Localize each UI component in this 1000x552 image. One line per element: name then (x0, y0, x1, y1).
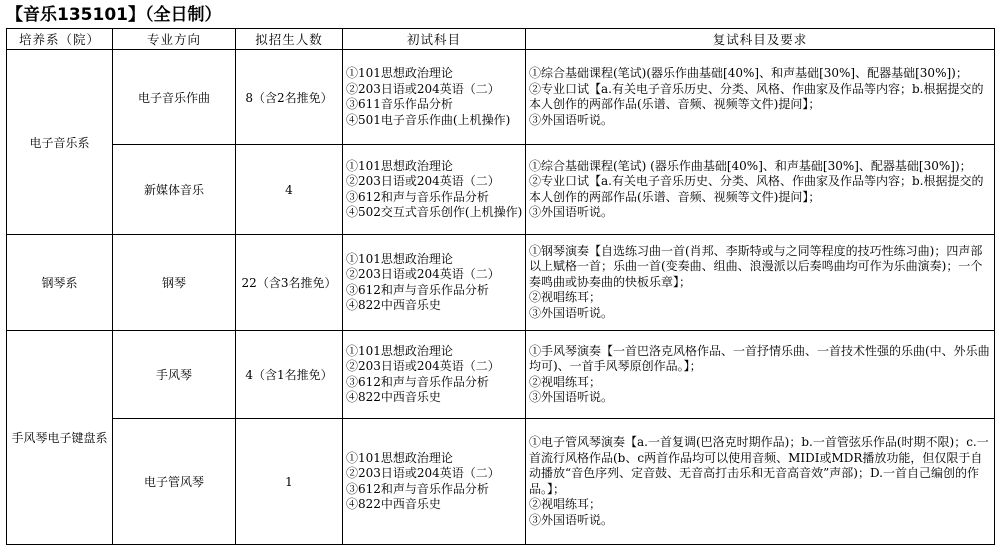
exam-item: ②203日语或204英语（二） (346, 466, 500, 480)
retest-cell (526, 331, 995, 419)
retest-item: ②视唱练耳； (529, 290, 602, 305)
table-row (7, 331, 995, 419)
table-row (7, 419, 995, 545)
retest-cell (526, 50, 995, 145)
exam-item: ①101思想政治理论 (346, 450, 453, 465)
exam-item: ①101思想政治理论 (346, 343, 453, 358)
retest-item: ③外国语听说。 (529, 205, 614, 219)
retest-item: ②专业口试【a.有关电子音乐历史、分类、风格、作曲家及作品等内容；b.根据提交的本人创作的两部作品(乐谱、音频、视频等文件)提问】； (529, 174, 984, 204)
exam-item: ④822中西音乐史 (346, 497, 441, 511)
table-row (7, 235, 995, 331)
retest-item: ①手风琴演奏【一首巴洛克风格作品、一首抒情乐曲、一首技术性强的乐曲(中、外乐曲均可)、一首手风琴原创作品。】； (529, 343, 990, 373)
retest-item: ①综合基础课程(笔试) (器乐作曲基础[40%]、和声基础[30%]、配器基础[30%])； (529, 158, 972, 173)
exam-item: ④501电子音乐作曲(上机操作) (346, 112, 511, 127)
retest-item: ③外国语听说。 (529, 512, 614, 527)
retest-cell (526, 235, 995, 331)
retest-item: ①电子管风琴演奏【a.一首复调(巴洛克时期作品)；b.一首管弦乐作品(时期不限)；c.一首流行风格作品(b、c两首作品均可以使用音频、MIDI或MDR播放功能，但仅限于自动播放“音色序列、定音鼓、无音高打击乐和无音高音效”声部)；D.一首自己编创的作品。】； (529, 435, 989, 496)
exam-cell (343, 50, 526, 145)
exam-item: ①101思想政治理论 (346, 251, 453, 266)
exam-item: ②203日语或204英语（二） (346, 267, 500, 281)
department-cell: 手风琴电子键盘系 (7, 331, 113, 545)
retest-item: ②视唱练耳； (529, 374, 602, 389)
exam-item: ③611音乐作品分析 (346, 97, 453, 111)
department-cell: 钢琴系 (7, 235, 113, 331)
exam-item: ③612和声与音乐作品分析 (346, 282, 489, 297)
admission-table (6, 28, 995, 545)
header-row (7, 29, 995, 50)
direction-cell: 手风琴 (113, 331, 236, 419)
header-exam: 初试科目 (343, 29, 526, 50)
count-cell: 4 (236, 145, 343, 235)
direction-cell: 新媒体音乐 (113, 145, 236, 235)
count-cell: 1 (236, 419, 343, 545)
count-cell: 4（含1名推免） (236, 331, 343, 419)
exam-item: ④502交互式音乐创作(上机操作) (346, 205, 523, 219)
exam-item: ①101思想政治理论 (346, 66, 453, 80)
retest-item: ③外国语听说。 (529, 305, 614, 320)
department-cell: 电子音乐系 (7, 50, 113, 235)
page-title: 【音乐135101】（全日制） (6, 5, 222, 25)
exam-item: ①101思想政治理论 (346, 158, 453, 173)
header-direction: 专业方向 (113, 29, 236, 50)
exam-cell (343, 235, 526, 331)
direction-cell: 钢琴 (113, 235, 236, 331)
exam-cell (343, 419, 526, 545)
exam-item: ④822中西音乐史 (346, 390, 441, 404)
exam-cell (343, 331, 526, 419)
table-row (7, 50, 995, 145)
retest-item: ③外国语听说。 (529, 112, 614, 127)
exam-item: ②203日语或204英语（二） (346, 174, 500, 188)
exam-item: ②203日语或204英语（二） (346, 81, 500, 96)
exam-item: ②203日语或204英语（二） (346, 359, 500, 373)
retest-item: ②专业口试【a.有关电子音乐历史、分类、风格、作曲家及作品等内容；b.根据提交的本人创作的两部作品(乐谱、音频、视频等文件)提问】； (529, 81, 984, 111)
retest-item: ①综合基础课程(笔试)(器乐作曲基础[40%]、和声基础[30%]、配器基础[30%])； (529, 66, 968, 80)
retest-cell (526, 145, 995, 235)
count-cell: 8（含2名推免） (236, 50, 343, 145)
exam-item: ③612和声与音乐作品分析 (346, 189, 489, 204)
count-cell: 22（含3名推免） (236, 235, 343, 331)
exam-cell (343, 145, 526, 235)
table-row (7, 145, 995, 235)
retest-item: ③外国语听说。 (529, 390, 614, 404)
retest-cell (526, 419, 995, 545)
exam-item: ③612和声与音乐作品分析 (346, 374, 489, 389)
exam-item: ③612和声与音乐作品分析 (346, 481, 489, 496)
header-retest: 复试科目及要求 (526, 29, 995, 50)
retest-item: ②视唱练耳； (529, 497, 602, 511)
header-department: 培养系（院） (7, 29, 113, 50)
direction-cell: 电子音乐作曲 (113, 50, 236, 145)
header-count: 拟招生人数 (236, 29, 343, 50)
retest-item: ①钢琴演奏【自选练习曲一首(肖邦、李斯特或与之同等程度的技巧性练习曲)；四声部以上赋格一首；乐曲一首(变奏曲、组曲、浪漫派以后奏鸣曲均可作为乐曲演奏)；一个奏鸣曲或协奏曲的快板乐章】； (529, 243, 983, 289)
direction-cell: 电子管风琴 (113, 419, 236, 545)
exam-item: ④822中西音乐史 (346, 298, 441, 312)
